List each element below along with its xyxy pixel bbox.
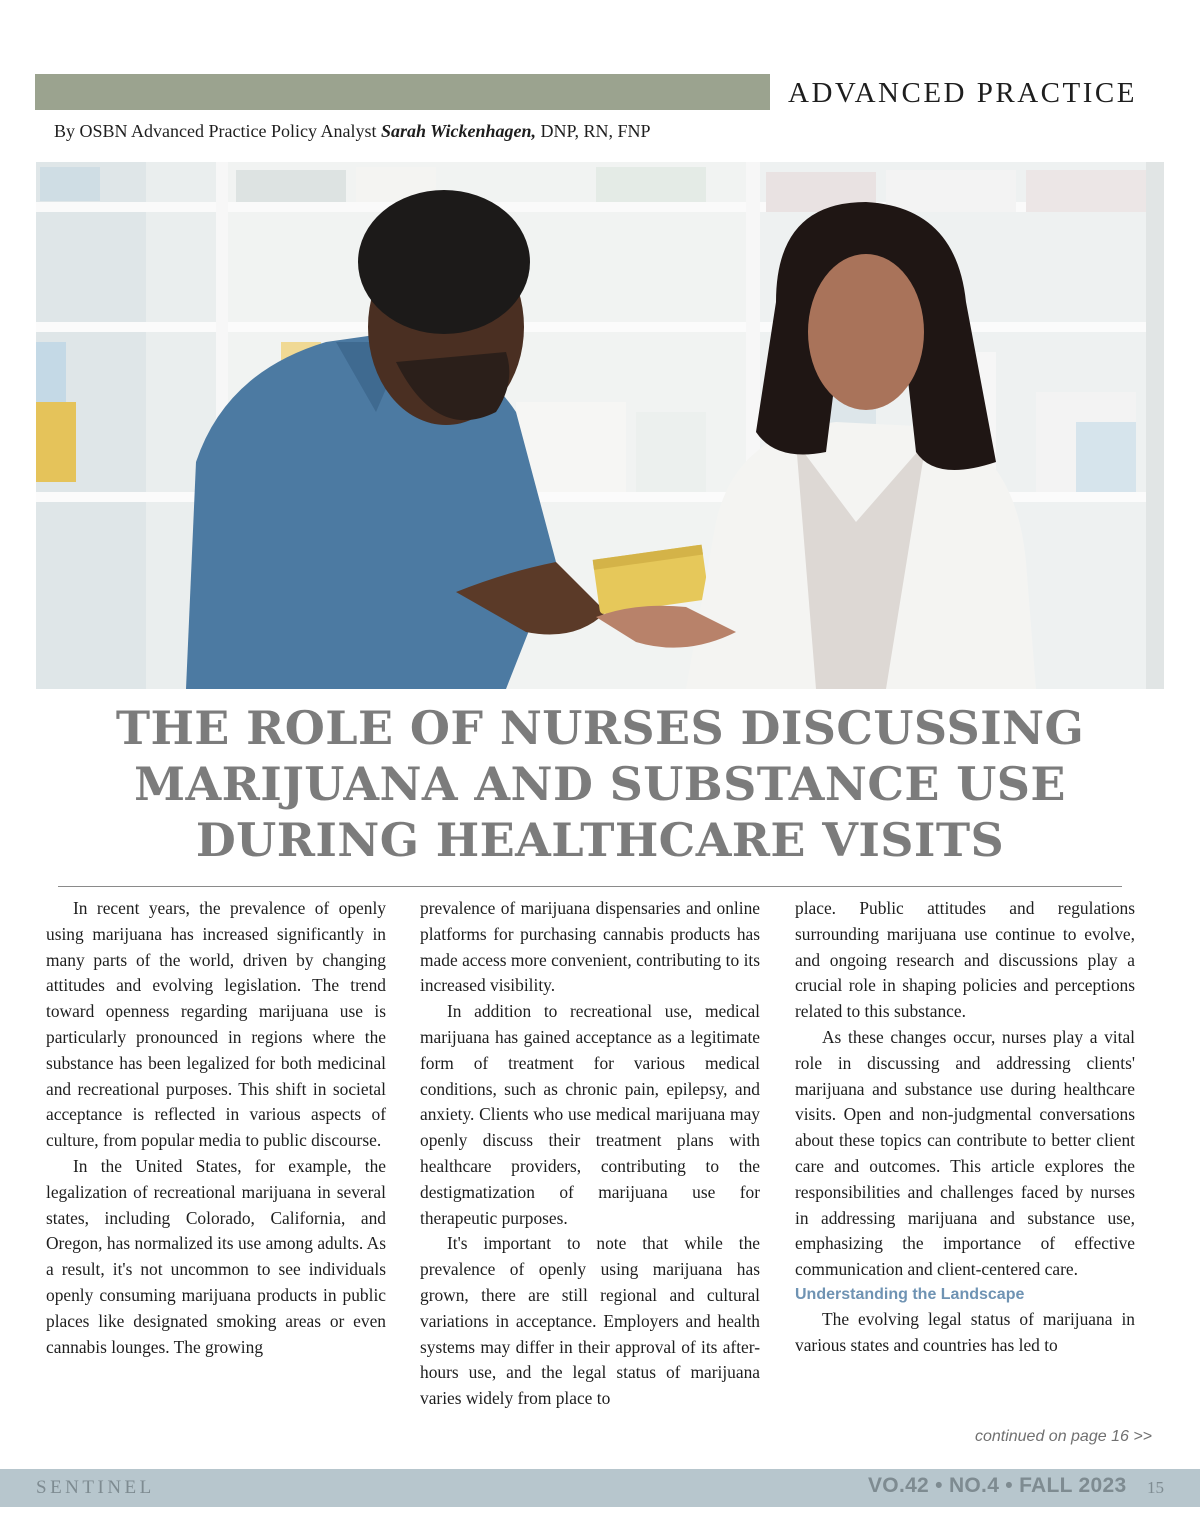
body-paragraph: It's important to note that while the prevalence of openly using marijuana has grown, there are still regional and cultural variations in acceptance. Employers and health systems may differ in their approval of its after-hours use, and the legal status of marijuana varies widely from place to [420, 1233, 760, 1409]
byline-prefix: By OSBN Advanced Practice Policy Analyst [54, 121, 381, 141]
body-paragraph: In addition to recreational use, medical marijuana has gained acceptance as a legitimate form of treatment for various medical conditions, such as chronic pain, epilepsy, and anxiety. Clients who use medical marijuana may openly discuss their treatment plans with healthcare providers, contributing to the destigmatization of marijuana use for therapeutic purposes. [420, 1001, 760, 1228]
article-title-line: DURING HEALTHCARE VISITS [195, 813, 1005, 867]
body-paragraph: The evolving legal status of marijuana in various states and countries has led to [795, 1308, 1135, 1355]
article-column-1 [46, 896, 386, 1360]
page-footer [0, 1469, 1200, 1507]
body-paragraph: place. Public attitudes and regulations surrounding marijuana use continue to evolve, and ongoing research and discussions play a crucial role in shaping policies and perceptions related to this substance. [795, 898, 1135, 1022]
body-paragraph: In the United States, for example, the legalization of recreational marijuana in several states, including Colorado, California, and Oregon, has normalized its use among adults. As a result, it's not uncommon to see individuals openly consuming marijuana products in public places like designated smoking areas or even cannabis lounges. The growing [46, 1155, 386, 1357]
body-paragraph: In recent years, the prevalence of openly using marijuana has increased significantly in many parts of the world, driven by changing attitudes and evolving legislation. The trend toward openness regarding marijuana use is particularly pronounced in regions where the substance has been legalized for both medicinal and recreational purposes. This shift in societal acceptance is reflected in various aspects of culture, from popular media to public discourse. [46, 898, 386, 1151]
section-label: ADVANCED PRACTICE [788, 77, 1137, 109]
page-number: 15 [1147, 1478, 1164, 1497]
article-title [36, 700, 1164, 868]
issue-info: VO.42 • NO.4 • FALL 2023 [868, 1474, 1127, 1497]
article-title-line: MARIJUANA AND SUBSTANCE USE [134, 757, 1066, 811]
section-color-bar [35, 74, 770, 110]
article-column-2 [420, 896, 760, 1412]
article-column-3 [795, 896, 1135, 1359]
byline-author: Sarah Wickenhagen, [380, 121, 537, 141]
byline-credentials: DNP, RN, FNP [536, 121, 651, 141]
byline [54, 121, 651, 142]
title-divider [58, 886, 1122, 887]
article-title-line: THE ROLE OF NURSES DISCUSSING [115, 701, 1085, 755]
publication-name: SENTINEL [36, 1477, 155, 1498]
hero-photo [36, 162, 1164, 689]
body-paragraph: prevalence of marijuana dispensaries and online platforms for purchasing cannabis products has made access more convenient, contributing to its increased visibility. [420, 898, 760, 996]
section-subheading: Understanding the Landscape [795, 1285, 1025, 1303]
pharmacy-scene-illustration [36, 162, 1164, 689]
body-paragraph: As these changes occur, nurses play a vital role in discussing and addressing clients' marijuana and substance use during healthcare visits. Open and non-judgmental conversations about these topics can contribute to better client care and outcomes. This article explores the responsibilities and challenges faced by nurses in addressing marijuana and substance use, emphasizing the importance of effective communication and client-centered care. [795, 1026, 1135, 1280]
continued-link[interactable]: continued on page 16 >> [974, 1428, 1152, 1445]
